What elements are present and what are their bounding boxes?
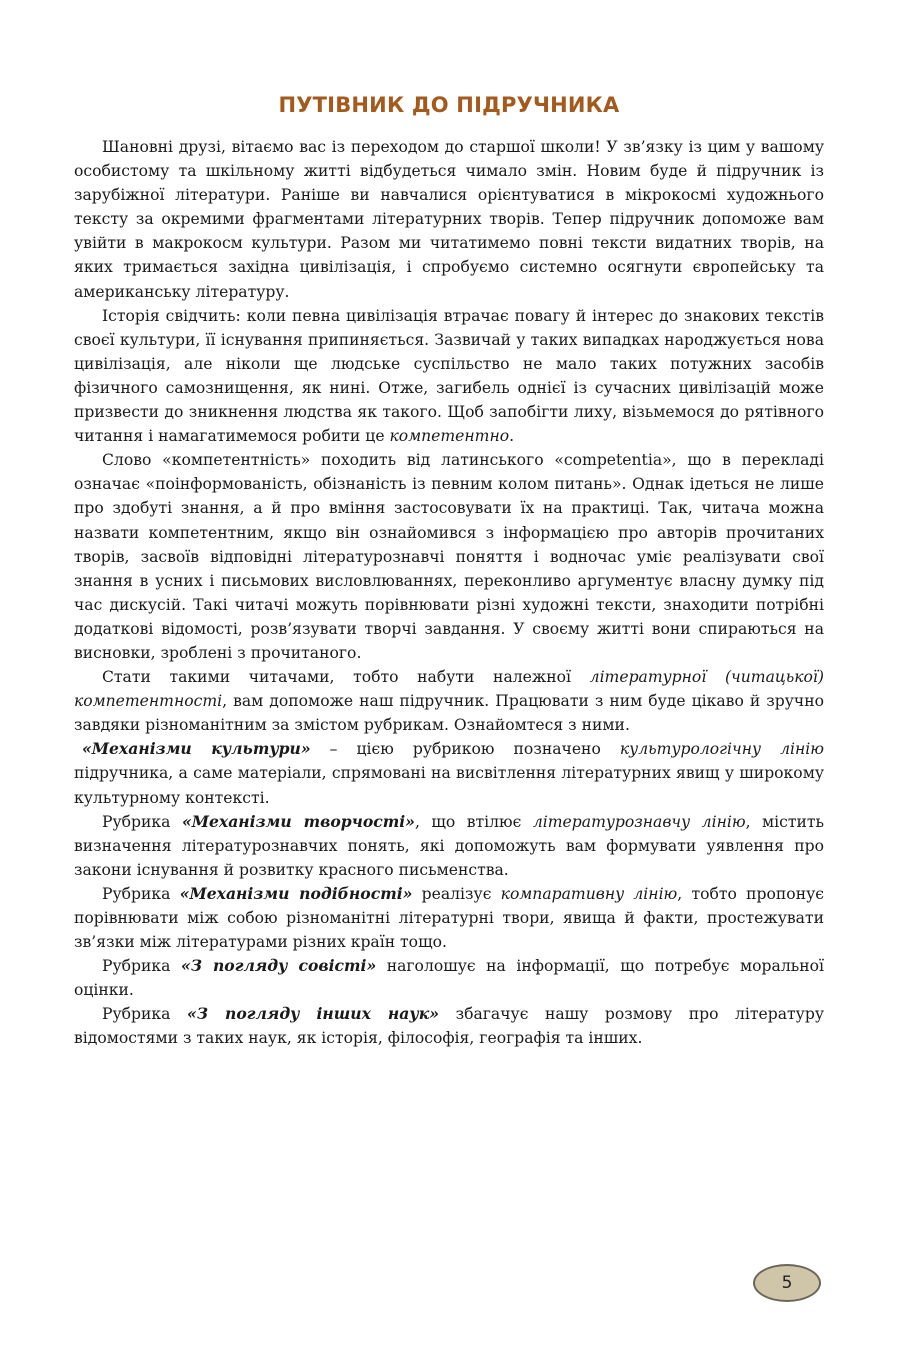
rubric-name: «З погляду совісті»	[181, 956, 377, 976]
paragraph-text: Рубрика	[102, 957, 181, 976]
paragraph-text: Рубрика	[102, 884, 180, 903]
paragraph-intro	[74, 135, 824, 304]
paragraph-text: .	[509, 427, 515, 446]
paragraph-rubric-conscience	[74, 954, 824, 1002]
paragraph-rubric-culture	[74, 737, 824, 809]
paragraph-rubric-creativity	[74, 810, 824, 882]
paragraph-text: , тобто пропонує порівнювати між собою різноманітні літературні твори, явища й факти, простежувати зв’язки між літературами різних країн тощо.	[74, 884, 824, 952]
paragraph-text: наголошує на інформації, що потребує моральної оцінки.	[74, 957, 824, 1000]
page-title: ПУТІВНИК ДО ПІДРУЧНИКА	[278, 93, 620, 117]
paragraph-text: Рубрика	[102, 1005, 188, 1024]
paragraph-text: збагачує нашу розмову про літературу відомостями з таких наук, як історія, філософія, географія та інших.	[74, 1005, 825, 1048]
paragraph-text: – цією рубрикою позначено	[310, 740, 620, 759]
paragraph-rubric-similarity	[74, 882, 824, 954]
rubric-name: «Механізми культури»	[82, 739, 311, 759]
paragraph-competence	[74, 448, 824, 665]
paragraph-text: Рубрика	[102, 812, 182, 831]
paragraph-text: Шановні друзі, вітаємо вас із переходом до старшої школи! У зв’язку із цим у вашому особистому та шкільному житті відбудеться чимало змін. Новим буде й підручник із зарубіжної літератури. Раніше ви навчалися орієнтуватися в мікрокосмі художнього тексту за окремими фрагментами літературних творів. Тепер підручник допоможе вам увійти в макрокосм культури. Разом ми читатимемо повні тексти видатних творів, на яких тримається західна цивілізація, і спробуємо системно осягнути європейську та американську літературу.	[74, 138, 824, 301]
emphasis-text: компетентно	[389, 427, 510, 446]
page-content	[74, 88, 824, 1051]
paragraph-rubric-other-sciences	[74, 1002, 824, 1050]
paragraph-text: Слово «компетентність» походить від латинського «competentia», що в перекладі означає «поінформованість, обізнаність із певним колом питань». Однак ідеться не лише про здобуті знання, а й про вміння застосовувати їх на практиці. Так, читача можна назвати компетентним, якщо він ознайомився з інформацією про авторів прочитаних творів, засвоїв відповідні літературознавчі поняття і водночас уміє реалізувати свої знання в усних і письмових висловлюваннях, переконливо аргументує власну думку під час дискусій. Такі читачі можуть порівнювати різні художні тексти, знаходити потрібні додаткові відомості, розв’язувати творчі завдання. У своєму житті вони спираються на висновки, зроблені з прочитаного.	[74, 451, 824, 662]
paragraph-history	[74, 304, 824, 449]
emphasis-text: літературної (читацької) компетентності	[74, 668, 825, 711]
paragraph-readers	[74, 665, 824, 737]
paragraph-text: Історія свідчить: коли певна цивілізація втрачає повагу й інтерес до знакових текстів своєї культури, її існування припиняється. Зазвичай у таких випадках народжується нова цивілізація, але ніколи ще людське суспільство не мало таких потужних засобів фізичного самознищення, як нині. Отже, загибель однієї із сучасних цивілізацій може призвести до зникнення людства як такого. Щоб запобігти лиху, візьмемося до рятівного читання і намагатимемося робити це	[74, 306, 824, 446]
paragraph-text: реалізує	[412, 884, 501, 903]
rubric-name: «З погляду інших наук»	[187, 1004, 440, 1024]
paragraph-text: підручника, а саме матеріали, спрямовані на висвітлення літературних явищ у широкому культурному контексті.	[74, 764, 824, 807]
emphasis-text: літературознавчу лінію	[532, 812, 746, 831]
paragraph-text: , що втілює	[414, 812, 533, 831]
paragraph-text: , вам допоможе наш підручник. Працювати з ним буде цікаво й зручно завдяки різноманітним за змістом рубрикам. Ознайомтеся з ними.	[74, 692, 824, 735]
page-number: 5	[781, 1273, 793, 1293]
paragraph-text: Стати такими читачами, тобто набути належної	[102, 668, 590, 687]
rubric-name: «Механізми творчості»	[181, 811, 415, 831]
rubric-name: «Механізми подібності»	[179, 883, 413, 903]
emphasis-text: культурологічну лінію	[619, 740, 824, 759]
paragraph-text: , містить визначення літературознавчих понять, які допоможуть вам формувати уявлення про закони існування й розвитку красного письменства.	[74, 812, 824, 879]
page-number-badge	[753, 1264, 821, 1302]
emphasis-text: компаративну лінію	[500, 884, 678, 903]
